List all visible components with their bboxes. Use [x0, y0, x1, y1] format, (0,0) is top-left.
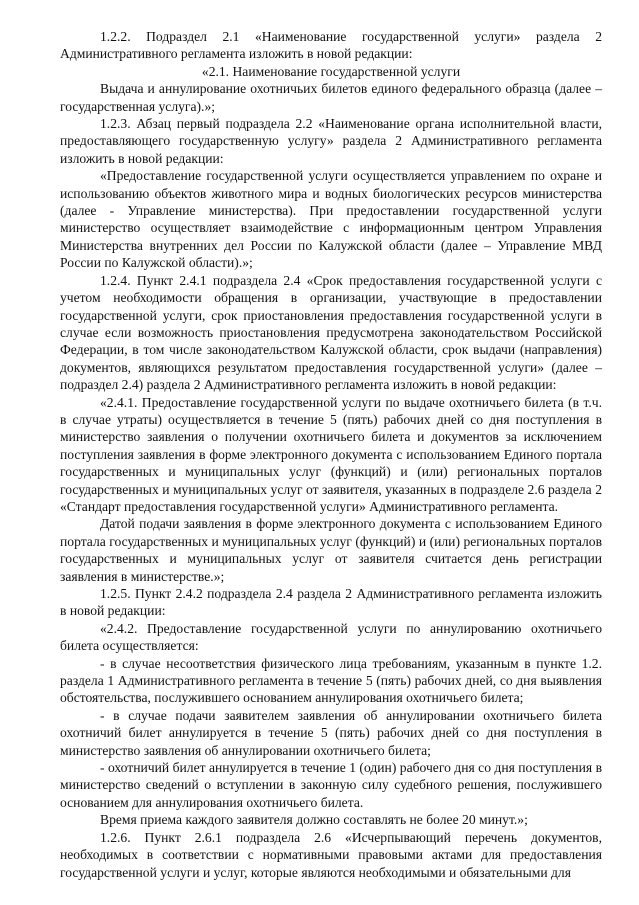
list-item-noncompliance: - в случае несоответствия физического лица требованиям, указанным в пункте 1.2. раздела 1 Административного регламента в течение 5 (пять) рабочих дней, со дня выявления обстоятельства, послужившего основанием аннулирования охотничьего билета; [60, 655, 602, 706]
list-item-court-decision: - охотничий билет аннулируется в течение 1 (один) рабочего дня со дня поступления в министерство сведений о вступлении в законную силу судебного решения, послужившего основанием для аннулирования охотничьего билета. [60, 760, 602, 810]
paragraph-1-2-5: 1.2.5. Пункт 2.4.2 подраздела 2.4 раздела 2 Административного регламента изложить в новой редакции: [60, 586, 602, 619]
list-item-applicant-request: - в случае подачи заявителем заявления об аннулировании охотничьего билета охотничий билет аннулируется в течение 5 (пять) рабочих дней со дня поступления в министерство заявления об аннулировании охотничьего билета; [60, 707, 602, 758]
paragraph-reception-time: Время приема каждого заявителя должно составлять не более 20 минут.»; [100, 812, 528, 828]
paragraph-1-2-6: 1.2.6. Пункт 2.6.1 подраздела 2.6 «Исчерпывающий перечень документов, необходимых в соответствии с нормативными правовыми актами для предоставления государственной услуги и услуг, которые являются необходимыми и обязательными для [60, 829, 602, 880]
paragraph-submission-date: Датой подачи заявления в форме электронного документа с использованием Единого портала государственных и муниципальных услуг (функций) и (или) региональных порталов государственных и муниципальных услуг от заявителя считается день регистрации заявления в министерстве.»; [60, 516, 602, 584]
section-heading-2-1: «2.1. Наименование государственной услуги [201, 63, 461, 79]
paragraph-1-2-4: 1.2.4. Пункт 2.4.1 подраздела 2.4 «Срок предоставления государственной услуги с учетом необходимости обращения в организации, участвующие в предоставлении государственной услуги, срок приостановления предоставления государственной услуги в случае если возможность приостановления предусмотрена законодательством Российской Федерации, в том числе законодательством Калужской области, срок выдачи (направления) документов, являющихся результатом предоставления государственной услуги» (далее – подраздел 2.4) раздела 2 Административного регламента изложить в новой редакции: [60, 272, 602, 393]
paragraph-2-4-1: «2.4.1. Предоставление государственной услуги по выдаче охотничьего билета (в т.ч. в случае утраты) осуществляется в течение 5 (пять) рабочих дней со дня поступления в министерство заявления о получении охотничьего билета и документов за исключением поступления заявления в форме электронного документа с использованием Единого портала государственных и муниципальных услуг (функций) и (или) региональных порталов государственных и муниципальных услуг от заявителя, указанных в подразделе 2.6 раздела 2 «Стандарт предоставления государственной услуги» Административного регламента. [60, 394, 602, 514]
paragraph-1-2-2: 1.2.2. Подраздел 2.1 «Наименование государственной услуги» раздела 2 Административного регламента изложить в новой редакции: [60, 29, 602, 62]
paragraph-2-4-2: «2.4.2. Предоставление государственной услуги по аннулированию охотничьего билета осуществляется: [60, 620, 602, 654]
paragraph-authority: «Предоставление государственной услуги осуществляется управлением по охране и использованию объектов животного мира и водных биологических ресурсов министерства (далее - Управление министерства). При предоставлении государственной услуги министерство осуществляет взаимодействие с информационным центром Управления Министерства внутренних дел России по Калужской области (далее – Управление МВД России по Калужской области).»; [60, 168, 602, 271]
paragraph-service-name: Выдача и аннулирование охотничьих билетов единого федерального образца (далее – государственная услуга).»; [60, 81, 602, 114]
paragraph-1-2-3: 1.2.3. Абзац первый подраздела 2.2 «Наименование органа исполнительной власти, предоставляющего государственную услугу» раздела 2 Административного регламента изложить в новой редакции: [60, 116, 602, 166]
document-page [60, 28, 602, 881]
